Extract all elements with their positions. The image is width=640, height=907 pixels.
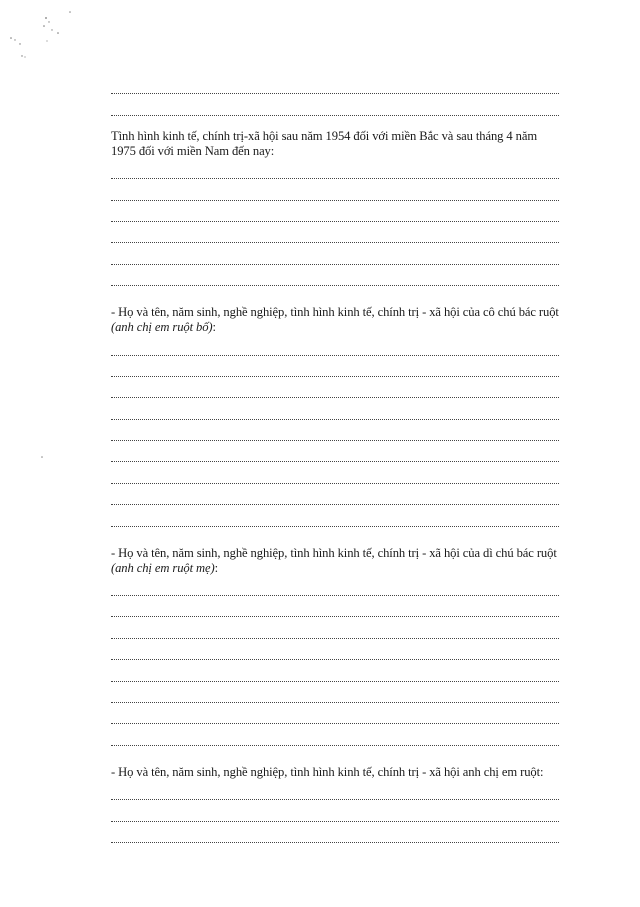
prompt-text: - Họ và tên, năm sinh, nghề nghiệp, tình hình kinh tế, chính trị - xã hội của dì chú bác ruột (111, 545, 557, 560)
dotted-answer-line[interactable] (111, 246, 559, 267)
dotted-answer-line[interactable] (111, 663, 559, 684)
dotted-answer-line[interactable] (111, 706, 559, 727)
section-prompt (111, 765, 559, 780)
prompt-text-end: : (212, 320, 216, 335)
dotted-answer-line[interactable] (111, 359, 559, 380)
scan-speck (40, 455, 44, 459)
dotted-answer-line[interactable] (111, 182, 559, 203)
dotted-answer-line[interactable] (111, 685, 559, 706)
dotted-answer-line[interactable] (111, 337, 559, 358)
section-gap (111, 289, 559, 299)
section-prompt (111, 546, 559, 576)
dotted-answer-line[interactable] (111, 465, 559, 486)
prompt-italic-note: (anh chị em ruột bố) (111, 320, 213, 335)
dotted-answer-line[interactable] (111, 401, 559, 422)
dotted-answer-line[interactable] (111, 599, 559, 620)
section-gap (111, 119, 559, 123)
dotted-answer-line[interactable] (111, 423, 559, 444)
dotted-answer-line[interactable] (111, 225, 559, 246)
section-gap (111, 749, 559, 759)
section-anh-chi-em (111, 765, 559, 846)
dotted-answer-line[interactable] (111, 268, 559, 289)
dotted-answer-line[interactable] (111, 76, 559, 97)
prompt-text: Tình hình kinh tế, chính trị-xã hội sau năm 1954 đối với miền Bắc và sau tháng 4 năm 1975 đối với miền Nam đến nay: (111, 128, 538, 158)
dotted-answer-line[interactable] (111, 727, 559, 748)
dotted-answer-line[interactable] (111, 444, 559, 465)
section-kinh-te (111, 129, 559, 299)
prompt-text-end: : (214, 560, 219, 575)
prompt-text: - Họ và tên, năm sinh, nghề nghiệp, tình hình kinh tế, chính trị - xã hội anh chị em ruột: (111, 764, 544, 779)
dotted-answer-line[interactable] (111, 620, 559, 641)
dotted-answer-line[interactable] (111, 161, 559, 182)
section-prompt (111, 305, 559, 335)
section-di-chu-bac (111, 546, 559, 759)
section-intro (111, 76, 559, 123)
dotted-answer-line[interactable] (111, 380, 559, 401)
dotted-answer-line[interactable] (111, 578, 559, 599)
dotted-answer-line[interactable] (111, 204, 559, 225)
prompt-text: - Họ và tên, năm sinh, nghề nghiệp, tình hình kinh tế, chính trị - xã hội của cô chú bác ruột (111, 305, 559, 320)
dotted-answer-line[interactable] (111, 508, 559, 529)
dotted-answer-line[interactable] (111, 97, 559, 118)
section-prompt (111, 129, 559, 159)
section-co-chu-bac (111, 305, 559, 540)
dotted-answer-line[interactable] (111, 803, 559, 824)
section-gap (111, 530, 559, 540)
dotted-answer-line[interactable] (111, 782, 559, 803)
prompt-italic-note: (anh chị em ruột mẹ) (111, 560, 215, 575)
scan-specks (0, 0, 90, 70)
dotted-answer-line[interactable] (111, 825, 559, 846)
dotted-answer-line[interactable] (111, 487, 559, 508)
form-content (111, 76, 559, 846)
dotted-answer-line[interactable] (111, 642, 559, 663)
